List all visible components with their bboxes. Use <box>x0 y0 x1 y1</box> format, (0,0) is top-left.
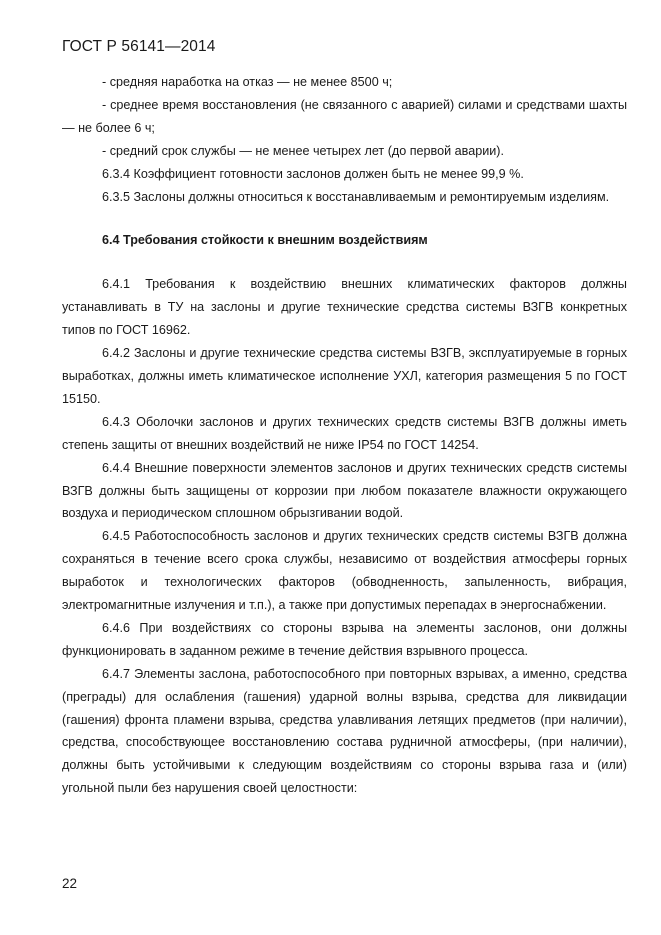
paragraph-6-4-5: 6.4.5 Работоспособность заслонов и других технических средств системы ВЗГВ должна сохраняться в течение всего срока службы, независимо от воздействия атмосферы горных выработок и технологических факторов (обводненность, запыленность, вибрация, электромагнитные излучения и т.п.), а также при допустимых перепадах в энергоснабжении. <box>62 529 627 613</box>
paragraph-6-4-1: 6.4.1 Требования к воздействию внешних климатических факторов должны устанавливать в ТУ на заслоны и другие технические средства системы ВЗГВ конкретных типов по ГОСТ 16962. <box>62 277 627 338</box>
paragraph-6-3-5: 6.3.5 Заслоны должны относиться к восстанавливаемым и ремонтируемым изделиям. <box>102 189 610 204</box>
document-body <box>62 71 627 800</box>
paragraph-6-3-4: 6.3.4 Коэффициент готовности заслонов должен быть не менее 99,9 %. <box>102 166 524 181</box>
paragraph-6-4-4: 6.4.4 Внешние поверхности элементов заслонов и других технических средств системы ВЗГВ должны быть защищены от коррозии при любом показателе влажности окружающего воздуха и периодическом сплошном обрызгивании водой. <box>62 460 627 521</box>
list-item-service-life: - средний срок службы — не менее четырех лет (до первой аварии). <box>102 143 504 158</box>
list-item-mtbf: - средняя наработка на отказ — не менее 8500 ч; <box>102 75 393 89</box>
paragraph-6-4-7: 6.4.7 Элементы заслона, работоспособного при повторных взрывах, а именно, средства (преграды) для ослабления (гашения) ударной волны взрыва, средства для ликвидации (гашения) фронта пламени взрыва, средства улавливания летящих предметов (при наличии), средства, способствующее восстановлению состава рудничной атмосферы, (при наличии), должны быть устойчивыми к следующим воздействиям со стороны взрыва газа и (или) угольной пыли без нарушения своей целостности: <box>62 666 627 796</box>
section-title-6-4: 6.4 Требования стойкости к внешним воздействиям <box>102 233 428 248</box>
page-number: 22 <box>62 876 78 891</box>
paragraph-6-4-3: 6.4.3 Оболочки заслонов и других технических средств системы ВЗГВ должны иметь степень защиты от внешних воздействий не ниже IP54 по ГОСТ 14254. <box>62 414 627 452</box>
list-item-recovery-time: - среднее время восстановления (не связанного с аварией) силами и средствами шахты — не более 6 ч; <box>62 97 627 135</box>
paragraph-6-4-6: 6.4.6 При воздействиях со стороны взрыва на элементы заслонов, они должны функционировать в заданном режиме в течение действия взрывного процесса. <box>62 620 627 658</box>
paragraph-6-4-2: 6.4.2 Заслоны и другие технические средства системы ВЗГВ, эксплуатируемые в горных выработках, должны иметь климатическое исполнение УХЛ, категория размещения 5 по ГОСТ 15150. <box>62 346 627 406</box>
document-header: ГОСТ Р 56141—2014 <box>62 38 216 55</box>
